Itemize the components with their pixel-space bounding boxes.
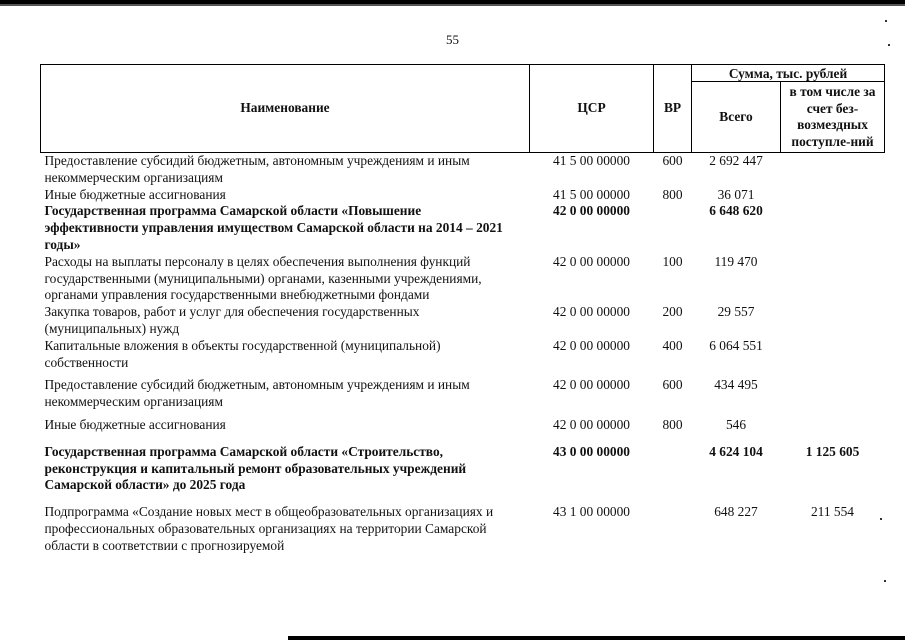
header-csr: ЦСР: [530, 65, 654, 153]
row-name: Государственная программа Самарской области «Повышение эффективности управления имуществом Самарской области на 2014 – 2021 годы»: [44, 203, 503, 252]
row-total: 29 557: [717, 304, 755, 320]
row-csr: 41 5 00 00000: [553, 153, 630, 168]
row-total: 6 064 551: [709, 337, 763, 353]
row-name: Иные бюджетные ассигнования: [44, 416, 226, 432]
row-total: 434 495: [714, 377, 758, 393]
row-free: [781, 254, 885, 304]
row-free: [781, 153, 885, 187]
table-row: [41, 411, 885, 434]
row-total: 6 648 620: [709, 203, 763, 219]
row-name: Закупка товаров, работ и услуг для обеспечения государственных (муниципальных) нужд: [44, 304, 420, 336]
header-row: [41, 65, 885, 82]
table-row: [41, 371, 885, 411]
scan-edge-bottom: [288, 636, 905, 640]
table-row: [41, 304, 885, 338]
row-total: 2 692 447: [709, 153, 763, 168]
table-row: [41, 254, 885, 304]
table-row: [41, 434, 885, 494]
row-free: [781, 411, 885, 434]
table-row: [41, 203, 885, 253]
scan-edge-top-shadow: [0, 4, 905, 6]
row-vr: 100: [662, 253, 683, 269]
row-csr: 42 0 00 00000: [553, 416, 630, 432]
row-name: Капитальные вложения в объекты государственной (муниципальной) собственности: [44, 337, 441, 370]
row-total: 36 071: [717, 186, 755, 202]
row-total: 648 227: [714, 504, 758, 520]
row-name: Подпрограмма «Создание новых мест в общеобразовательных организациях и профессиональных образовательных организациях на территории Самарской области в соответствии с прогнозируемой: [44, 504, 494, 553]
row-csr: 42 0 00 00000: [553, 203, 630, 219]
header-sum: Сумма, тыс. рублей: [692, 65, 885, 82]
table-row: [41, 338, 885, 372]
header-vr: ВР: [654, 65, 692, 153]
row-name: Предоставление субсидий бюджетным, автономным учреждениям и иным некоммерческим организациям: [44, 377, 470, 410]
row-total: 119 470: [714, 253, 758, 269]
row-free: [781, 338, 885, 372]
row-vr: [654, 494, 692, 554]
row-csr: 42 0 00 00000: [553, 253, 630, 269]
row-vr: 800: [662, 186, 683, 202]
header-name: Наименование: [41, 65, 530, 153]
row-name: Предоставление субсидий бюджетным, автономным учреждениям и иным некоммерческим организациям: [44, 153, 470, 185]
row-csr: 42 0 00 00000: [553, 337, 630, 353]
row-csr: 43 0 00 00000: [553, 443, 630, 459]
row-name: Иные бюджетные ассигнования: [44, 186, 226, 202]
table-row: [41, 494, 885, 554]
row-vr: 400: [662, 337, 683, 353]
row-free: [781, 187, 885, 204]
row-vr: [654, 203, 692, 253]
budget-table: [40, 64, 885, 555]
header-free: в том числе за счет без-возмездных поступле-ний: [781, 82, 885, 153]
row-free: [781, 304, 885, 338]
scan-speck: [885, 20, 887, 22]
row-csr: 42 0 00 00000: [553, 304, 630, 320]
scan-speck: [884, 580, 886, 582]
row-total: 546: [725, 416, 747, 432]
table-row: [41, 153, 885, 187]
row-vr: 800: [662, 416, 683, 432]
row-free: 1 125 605: [805, 443, 860, 459]
row-free: [781, 371, 885, 411]
row-vr: 600: [662, 377, 683, 393]
row-name: Расходы на выплаты персоналу в целях обеспечения выполнения функций государственными (муниципальными) органами, казенными учреждениями, органами управления государственными внебюджетными фондами: [44, 253, 482, 303]
row-csr: 42 0 00 00000: [553, 377, 630, 393]
page-number: 55: [446, 32, 459, 47]
row-free: [781, 203, 885, 253]
row-name: Государственная программа Самарской области «Строительство, реконструкция и капитальный ремонт образовательных учреждений Самарской области» до 2025 года: [44, 443, 467, 493]
row-vr: 200: [662, 304, 683, 320]
table-row: [41, 187, 885, 204]
row-free: 211 554: [810, 504, 855, 520]
header-total: Всего: [692, 82, 781, 153]
row-csr: 43 1 00 00000: [553, 504, 630, 520]
row-csr: 41 5 00 00000: [553, 186, 630, 202]
row-total: 4 624 104: [709, 443, 763, 459]
row-vr: 600: [662, 153, 683, 168]
row-vr: [654, 434, 692, 494]
